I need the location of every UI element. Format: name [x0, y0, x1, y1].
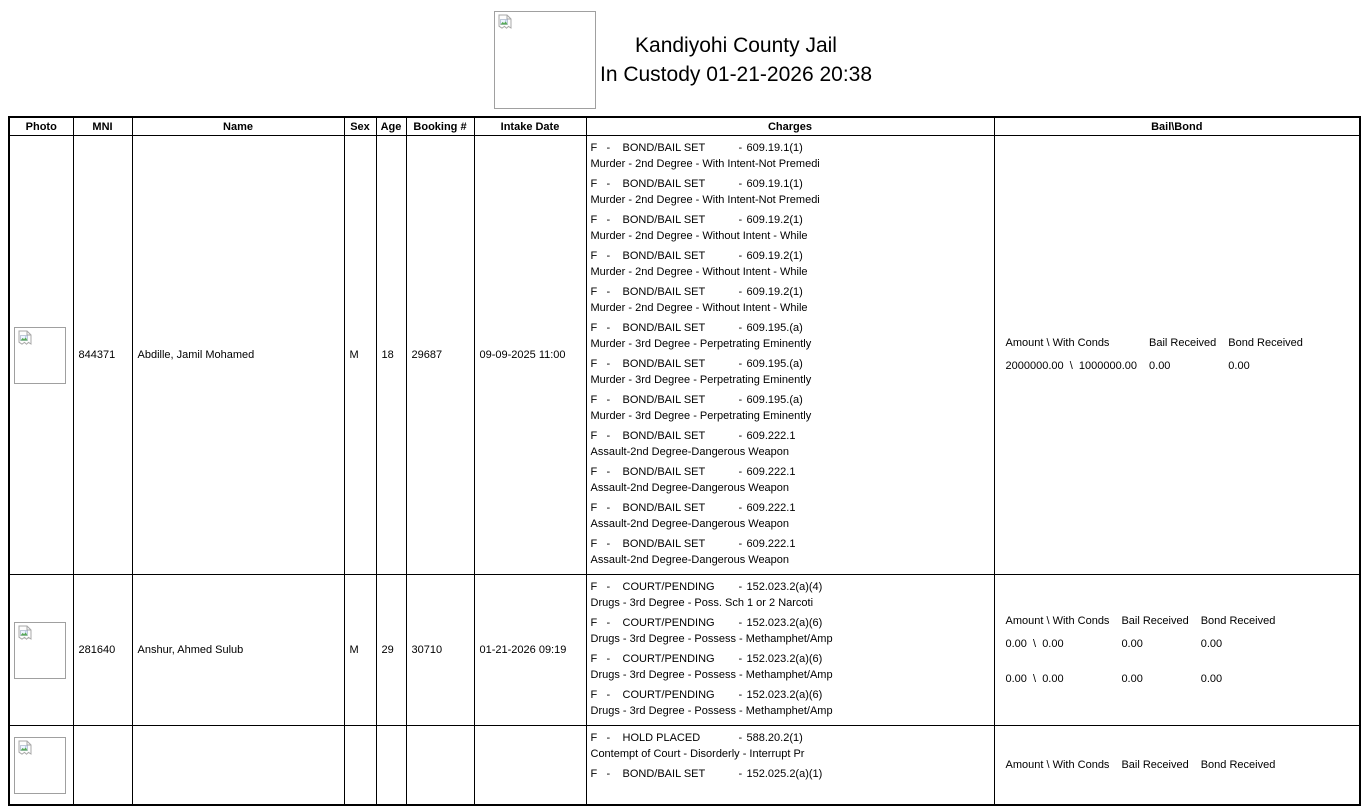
page-header: [0, 12, 1366, 108]
charge-description: Murder - 3rd Degree - Perpetrating Eminently: [590, 338, 812, 350]
column-header-charges: Charges: [586, 117, 994, 136]
bond-received-header: Bond Received: [1200, 758, 1276, 771]
bond-received-value: 0.00: [1200, 637, 1223, 650]
charge-statute: 152.023.2(a)(4): [746, 581, 823, 593]
charge-statute: 152.023.2(a)(6): [746, 617, 823, 629]
charge-line: [587, 430, 994, 446]
charge-status: COURT/PENDING: [622, 689, 715, 701]
charge-statute: 609.222.1: [746, 502, 796, 514]
inmate-photo-placeholder: [14, 622, 66, 679]
charge-line: [587, 653, 994, 669]
inmate-row: [9, 136, 1360, 575]
charge-status: COURT/PENDING: [622, 581, 715, 593]
charge-statute: 609.195.(a): [746, 394, 803, 406]
bail-amount-header: Amount \ With Conds: [1005, 337, 1110, 349]
charge-dash: -: [606, 358, 611, 370]
inmate-row: [9, 726, 1360, 806]
broken-image-icon: [497, 14, 513, 30]
charge-description: Assault-2nd Degree-Dangerous Weapon: [590, 554, 790, 566]
charge-dash: -: [606, 732, 611, 744]
column-header-bailbond: Bail\Bond: [994, 117, 1360, 136]
bail-amount-value: 0.00 \ 0.00: [1005, 672, 1064, 685]
charges-cell: [586, 136, 994, 575]
charge-statute: 609.19.1(1): [746, 178, 803, 190]
charge-line: [587, 322, 994, 338]
bail-amount-value: 2000000.00 \ 1000000.00: [1005, 360, 1138, 372]
name-cell: Abdille, Jamil Mohamed: [132, 136, 344, 575]
charge-status: BOND/BAIL SET: [622, 142, 706, 154]
charge-status: BOND/BAIL SET: [622, 768, 706, 780]
charge-level: F: [590, 430, 598, 442]
inmate-photo-placeholder: [14, 737, 66, 794]
column-header-mni: MNI: [73, 117, 132, 136]
charge-line: [587, 466, 994, 482]
charge-dash: -: [606, 250, 611, 262]
charge-dash: -: [738, 394, 743, 406]
charge-level: F: [590, 286, 598, 298]
charge-dash: -: [738, 581, 743, 593]
charge-description: Drugs - 3rd Degree - Possess - Methamphet/Amp: [590, 705, 833, 717]
charge-line: [587, 250, 994, 266]
charge-item: [587, 689, 994, 721]
table-body: [9, 136, 1360, 806]
charge-description: Contempt of Court - Disorderly - Interrupt Pr: [590, 748, 805, 760]
bail-received-header: Bail Received: [1121, 758, 1189, 771]
column-header-sex: Sex: [344, 117, 376, 136]
charge-description: Murder - 2nd Degree - Without Intent - While: [590, 302, 808, 314]
charge-statute: 609.195.(a): [746, 322, 803, 334]
charge-level: F: [590, 653, 598, 665]
charge-statute: 609.195.(a): [746, 358, 803, 370]
charge-status: BOND/BAIL SET: [622, 430, 706, 442]
charge-description: Murder - 2nd Degree - With Intent-Not Premedi: [590, 158, 820, 170]
charge-level: F: [590, 394, 598, 406]
page-title-line1: Kandiyohi County Jail: [635, 34, 837, 57]
charge-dash: -: [606, 538, 611, 550]
charge-status: BOND/BAIL SET: [622, 358, 706, 370]
charge-dash: -: [738, 732, 743, 744]
charge-level: F: [590, 732, 598, 744]
charge-item: [587, 538, 994, 570]
charge-line: [587, 178, 994, 194]
charge-line: [587, 502, 994, 518]
charge-description: Murder - 2nd Degree - Without Intent - While: [590, 230, 808, 242]
charge-item: [587, 394, 994, 426]
mni-cell: 844371: [73, 136, 132, 575]
charge-dash: -: [606, 689, 611, 701]
intake-date-cell: 01-21-2026 09:19: [474, 575, 586, 726]
charge-dash: -: [606, 286, 611, 298]
booking-number-cell: 30710: [406, 575, 474, 726]
bail-bond-cell: [994, 726, 1360, 806]
charge-item: [587, 581, 994, 613]
charge-status: BOND/BAIL SET: [622, 466, 706, 478]
charge-dash: -: [738, 617, 743, 629]
charge-description: Murder - 3rd Degree - Perpetrating Eminently: [590, 410, 812, 422]
age-cell: 18: [376, 136, 406, 575]
charge-line: [587, 286, 994, 302]
charge-item: [587, 466, 994, 498]
charge-line: [587, 768, 994, 784]
bond-received-header: Bond Received: [1200, 614, 1276, 627]
charge-line: [587, 617, 994, 633]
charge-item: [587, 430, 994, 462]
broken-image-icon: [17, 740, 33, 756]
charge-dash: -: [738, 689, 743, 701]
charge-line: [587, 689, 994, 705]
charge-status: BOND/BAIL SET: [622, 322, 706, 334]
charge-dash: -: [738, 286, 743, 298]
page-title: [600, 31, 872, 89]
charge-level: F: [590, 322, 598, 334]
bond-received-value: 0.00: [1200, 672, 1223, 685]
bail-bond-cell: [994, 575, 1360, 726]
name-cell: [132, 726, 344, 806]
charge-statute: 609.19.1(1): [746, 142, 803, 154]
charge-statute: 152.023.2(a)(6): [746, 653, 823, 665]
charge-dash: -: [606, 178, 611, 190]
charge-status: BOND/BAIL SET: [622, 286, 706, 298]
charge-status: COURT/PENDING: [622, 653, 715, 665]
charge-dash: -: [738, 142, 743, 154]
charge-status: BOND/BAIL SET: [622, 178, 706, 190]
table-header: [9, 117, 1360, 136]
broken-image-icon: [17, 330, 33, 346]
charge-dash: -: [738, 768, 743, 780]
bail-received-value: 0.00: [1121, 637, 1143, 650]
charge-statute: 609.222.1: [746, 430, 796, 442]
charge-status: HOLD PLACED: [622, 732, 701, 744]
charge-status: BOND/BAIL SET: [622, 502, 706, 514]
charge-dash: -: [738, 178, 743, 190]
charge-description: Murder - 2nd Degree - Without Intent - While: [590, 266, 808, 278]
charge-dash: -: [738, 358, 743, 370]
charge-level: F: [590, 502, 598, 514]
charge-description: Assault-2nd Degree-Dangerous Weapon: [590, 482, 790, 494]
charge-description: Murder - 2nd Degree - With Intent-Not Premedi: [590, 194, 820, 206]
inmate-row: [9, 575, 1360, 726]
charge-dash: -: [738, 653, 743, 665]
charge-dash: -: [606, 502, 611, 514]
charge-dash: -: [738, 250, 743, 262]
charge-description: Assault-2nd Degree-Dangerous Weapon: [590, 446, 790, 458]
charge-level: F: [590, 689, 598, 701]
charge-dash: -: [738, 322, 743, 334]
charge-level: F: [590, 358, 598, 370]
charge-item: [587, 178, 994, 210]
charge-description: Drugs - 3rd Degree - Poss. Sch 1 or 2 Narcoti: [590, 597, 814, 609]
age-cell: 29: [376, 575, 406, 726]
charge-status: BOND/BAIL SET: [622, 394, 706, 406]
charge-description: Assault-2nd Degree-Dangerous Weapon: [590, 518, 790, 530]
column-header-photo: Photo: [9, 117, 73, 136]
sex-cell: M: [344, 136, 376, 575]
bail-bond-block: [995, 615, 1276, 686]
column-header-age: Age: [376, 117, 406, 136]
charge-description: [587, 784, 994, 800]
charge-dash: -: [738, 466, 743, 478]
charge-item: [587, 250, 994, 282]
charges-cell: [586, 726, 994, 806]
photo-cell: [9, 575, 73, 726]
name-cell: Anshur, Ahmed Sulub: [132, 575, 344, 726]
charge-item: [587, 142, 994, 174]
charge-item: [587, 502, 994, 534]
bail-bond-cell: [994, 136, 1360, 575]
charge-level: F: [590, 178, 598, 190]
charge-dash: -: [606, 581, 611, 593]
charge-line: [587, 732, 994, 748]
charge-level: F: [590, 617, 598, 629]
sex-cell: [344, 726, 376, 806]
page-title-line2: In Custody 01-21-2026 20:38: [599, 63, 873, 86]
bail-amount-header: Amount \ With Conds: [1005, 614, 1110, 627]
charge-statute: 609.19.2(1): [746, 286, 803, 298]
agency-logo-placeholder: [494, 11, 596, 109]
intake-date-cell: [474, 726, 586, 806]
charge-statute: 609.19.2(1): [746, 250, 803, 262]
booking-number-cell: 29687: [406, 136, 474, 575]
charge-dash: -: [606, 322, 611, 334]
bond-received-header: Bond Received: [1228, 337, 1303, 349]
bail-received-header: Bail Received: [1149, 337, 1217, 349]
charge-statute: 152.025.2(a)(1): [746, 768, 823, 780]
charge-line: [587, 358, 994, 374]
inmate-roster-table: [8, 116, 1361, 806]
column-header-booking: Booking #: [406, 117, 474, 136]
charge-item: [587, 732, 994, 764]
charge-level: F: [590, 214, 598, 226]
bail-amount-value: 0.00 \ 0.00: [1005, 637, 1064, 650]
charge-dash: -: [606, 430, 611, 442]
mni-cell: 281640: [73, 575, 132, 726]
charge-status: BOND/BAIL SET: [622, 214, 706, 226]
charge-level: F: [590, 142, 598, 154]
charge-description: Drugs - 3rd Degree - Possess - Methamphet/Amp: [590, 669, 833, 681]
bail-received-header: Bail Received: [1121, 614, 1189, 627]
charge-dash: -: [738, 430, 743, 442]
photo-cell: [9, 726, 73, 806]
charge-level: F: [590, 768, 598, 780]
charge-item: [587, 358, 994, 390]
charge-level: F: [590, 538, 598, 550]
bail-amount-header: Amount \ With Conds: [1005, 758, 1110, 771]
charge-item: [587, 653, 994, 685]
charge-status: BOND/BAIL SET: [622, 250, 706, 262]
inmate-photo-placeholder: [14, 327, 66, 384]
charge-dash: -: [606, 768, 611, 780]
bail-bond-block: [995, 759, 1276, 772]
broken-image-icon: [17, 625, 33, 641]
charge-dash: -: [606, 466, 611, 478]
sex-cell: M: [344, 575, 376, 726]
charge-line: [587, 581, 994, 597]
intake-date-cell: 09-09-2025 11:00: [474, 136, 586, 575]
charge-dash: -: [738, 538, 743, 550]
charge-statute: 609.19.2(1): [746, 214, 803, 226]
bail-bond-block: [995, 337, 1303, 373]
charge-dash: -: [606, 394, 611, 406]
photo-cell: [9, 136, 73, 575]
charge-description: Murder - 3rd Degree - Perpetrating Eminently: [590, 374, 812, 386]
charge-statute: 588.20.2(1): [746, 732, 803, 744]
bail-received-value: 0.00: [1149, 360, 1171, 372]
charge-dash: -: [738, 502, 743, 514]
charge-statute: 609.222.1: [746, 538, 796, 550]
column-header-intake: Intake Date: [474, 117, 586, 136]
charge-item: [587, 617, 994, 649]
bail-received-value: 0.00: [1121, 672, 1143, 685]
charge-level: F: [590, 250, 598, 262]
column-header-name: Name: [132, 117, 344, 136]
charge-item: [587, 768, 994, 800]
charge-statute: 152.023.2(a)(6): [746, 689, 823, 701]
bond-received-value: 0.00: [1228, 360, 1250, 372]
charge-status: BOND/BAIL SET: [622, 538, 706, 550]
charge-line: [587, 538, 994, 554]
charges-cell: [586, 575, 994, 726]
charge-level: F: [590, 466, 598, 478]
charge-dash: -: [606, 214, 611, 226]
charge-dash: -: [606, 653, 611, 665]
charge-statute: 609.222.1: [746, 466, 796, 478]
charge-level: F: [590, 581, 598, 593]
charge-description: Drugs - 3rd Degree - Possess - Methamphet/Amp: [590, 633, 833, 645]
charge-line: [587, 214, 994, 230]
charge-item: [587, 322, 994, 354]
charge-line: [587, 394, 994, 410]
charge-dash: -: [606, 142, 611, 154]
age-cell: [376, 726, 406, 806]
booking-number-cell: [406, 726, 474, 806]
charge-item: [587, 214, 994, 246]
charge-dash: -: [606, 617, 611, 629]
charge-dash: -: [738, 214, 743, 226]
mni-cell: [73, 726, 132, 806]
charge-status: COURT/PENDING: [622, 617, 715, 629]
charge-item: [587, 286, 994, 318]
charge-line: [587, 142, 994, 158]
